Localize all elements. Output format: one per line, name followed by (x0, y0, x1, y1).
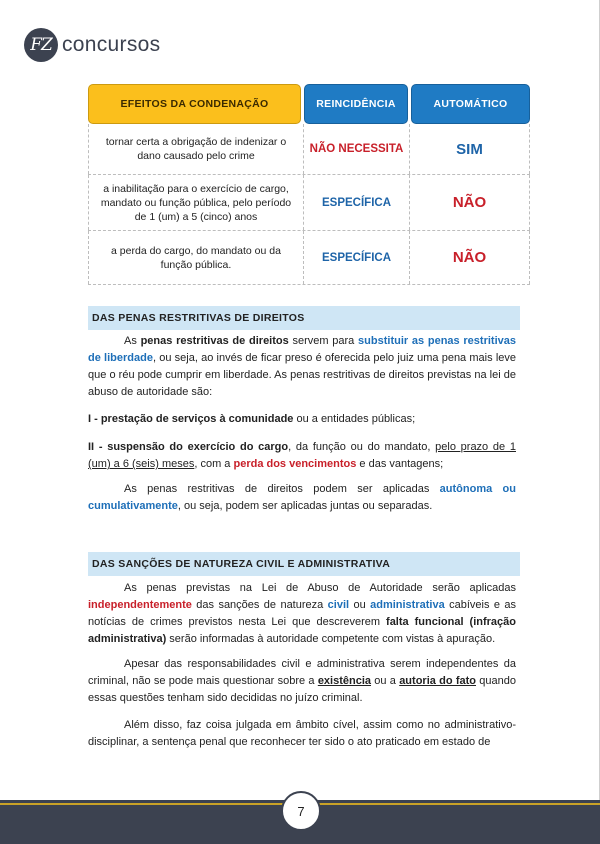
table-row (88, 231, 530, 285)
cell-automatico: NÃO (410, 231, 530, 284)
section-title-sancoes: DAS SANÇÕES DE NATUREZA CIVIL E ADMINISTRATIVA (88, 552, 520, 576)
header-reincidencia: REINCIDÊNCIA (304, 84, 408, 124)
table-row (88, 175, 530, 231)
cell-effect: a perda do cargo, do mandato ou da função pública. (88, 231, 304, 284)
effects-table (88, 84, 530, 285)
section-title-penas-restritivas: DAS PENAS RESTRITIVAS DE DIREITOS (88, 306, 520, 330)
cell-reincidencia: ESPECÍFICA (304, 231, 410, 284)
page-number: 7 (281, 791, 321, 831)
cell-effect: tornar certa a obrigação de indenizar o dano causado pelo crime (88, 124, 304, 174)
paragraph: As penas restritivas de direitos servem para substituir as penas restritivas de liberdade, ou seja, ao invés de ficar preso é oferecida pelo juiz uma pena mais leve que o réu pode cumprir em liberdade. As penas restritivas de direitos previstas na lei de abuso de autoridade são: (88, 335, 516, 398)
cell-reincidencia: NÃO NECESSITA (304, 124, 410, 174)
table-row (88, 124, 530, 175)
cell-reincidencia: ESPECÍFICA (304, 175, 410, 230)
paragraph: Apesar das responsabilidades civil e administrativa serem independentes da criminal, não se pode mais questionar sobre a existência ou a autoria do fato quando essas questões tenham sido decididas no juízo criminal. (88, 658, 516, 704)
paragraph: Além disso, faz coisa julgada em âmbito cível, assim como no administrativo-disciplinar, a sentença penal que reconhecer ter sido o ato praticado em estado de (88, 719, 516, 748)
cell-effect: a inabilitação para o exercício de cargo, mandato ou função pública, pelo período de 1 (um) a 5 (cinco) anos (88, 175, 304, 230)
header-automatico: AUTOMÁTICO (411, 84, 530, 124)
list-item: II - suspensão do exercício do cargo, da função ou do mandato, pelo prazo de 1 (um) a 6 (seis) meses, com a perda dos vencimentos e das vantagens; (88, 441, 516, 470)
paragraph: As penas previstas na Lei de Abuso de Autoridade serão aplicadas independentemente das sanções de natureza civil ou administrativa cabíveis e as notícias de crimes previstos nesta Lei que descreverem falta funcional (infração administrativa) serão informadas à autoridade competente com vistas à apuração. (88, 582, 516, 645)
list-item: I - prestação de serviços à comunidade ou a entidades públicas; (88, 413, 416, 425)
header-efeitos: EFEITOS DA CONDENAÇÃO (88, 84, 301, 124)
logo-text: concursos (62, 33, 161, 56)
cell-automatico: SIM (410, 124, 530, 174)
logo (24, 28, 160, 62)
table-header (88, 84, 530, 124)
paragraph: As penas restritivas de direitos podem ser aplicadas autônoma ou cumulativamente, ou seja, podem ser aplicadas juntas ou separadas. (88, 483, 516, 512)
logo-mark: FZ (24, 28, 58, 62)
cell-automatico: NÃO (410, 175, 530, 230)
